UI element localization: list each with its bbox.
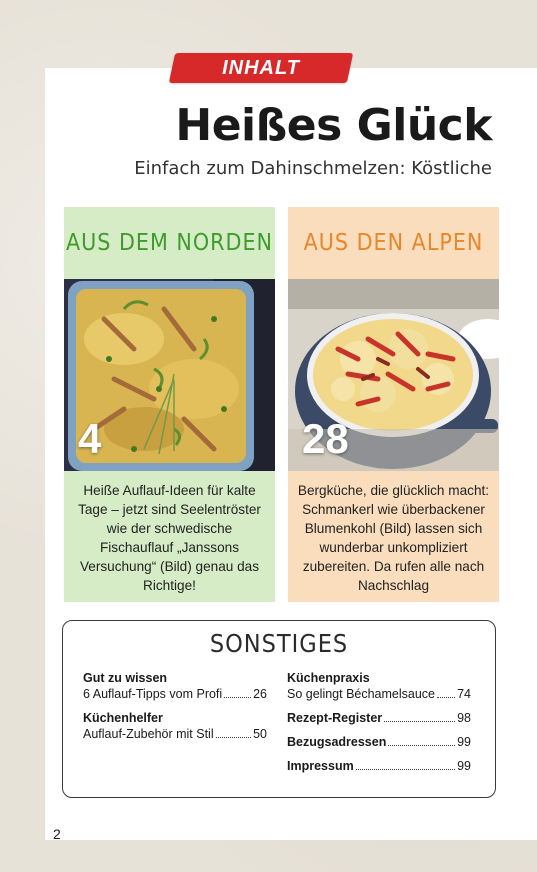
card-alps[interactable] — [288, 207, 499, 602]
toc-entry[interactable] — [287, 710, 471, 726]
toc-entry-heading: Küchenpraxis — [287, 671, 370, 685]
page-number: 4 — [78, 415, 102, 462]
toc-entry-label: 6 Auflauf-Tipps vom Profi — [83, 687, 223, 701]
leader-dots — [388, 745, 455, 746]
toc-entry-page: 50 — [253, 727, 267, 741]
casserole-photo — [64, 279, 275, 471]
toc-entry-label: So gelingt Béchamelsauce — [287, 687, 436, 701]
card-north[interactable] — [64, 207, 275, 602]
toc-entry[interactable] — [83, 670, 267, 702]
cauliflower-gratin-photo — [288, 279, 499, 471]
misc-column-right — [287, 670, 471, 782]
card-description: Heiße Auflauf-Ideen für kalte Tage – jetzt sind Seelentröster wie der schwedische Fischauflauf „Janssons Versuchung“ (Bild) genau das Richtige! — [78, 483, 261, 593]
misc-heading: SONSTIGES — [209, 629, 349, 658]
toc-entry-page: 98 — [457, 711, 471, 725]
toc-entry-page: 74 — [457, 687, 471, 701]
card-description: Bergküche, die glücklich macht: Schmankerl wie überbackener Blumenkohl (Bild) lassen sich wunderbar unkompliziert zubereiten. Da rufen alle nach Nachschlag — [297, 483, 490, 593]
misc-box — [62, 620, 496, 798]
card-heading: AUS DEM NORDEN — [65, 230, 274, 256]
leader-dots — [384, 721, 455, 722]
toc-entry-label: Rezept-Register — [287, 711, 383, 725]
toc-entry-page: 99 — [457, 735, 471, 749]
page-folio: 2 — [53, 826, 61, 842]
leader-dots — [356, 769, 455, 770]
toc-entry-heading: Küchenhelfer — [83, 711, 163, 725]
leader-dots — [216, 737, 251, 738]
page-number: 28 — [302, 415, 349, 462]
card-heading: AUS DEN ALPEN — [303, 230, 484, 256]
toc-entry[interactable] — [287, 670, 471, 702]
toc-entry-label: Bezugsadressen — [287, 735, 387, 749]
toc-entry-heading: Gut zu wissen — [83, 671, 168, 685]
section-tag-label: INHALT — [222, 57, 300, 79]
page-title: Heißes Glück — [175, 100, 492, 151]
toc-entry-label: Auflauf-Zubehör mit Stil — [83, 727, 214, 741]
toc-entry-page: 26 — [253, 687, 267, 701]
toc-entry[interactable] — [287, 758, 471, 774]
toc-entry-label: Impressum — [287, 759, 354, 773]
section-tag — [169, 53, 353, 83]
toc-entry[interactable] — [287, 734, 471, 750]
leader-dots — [224, 697, 251, 698]
leader-dots — [437, 697, 455, 698]
toc-entry[interactable] — [83, 710, 267, 742]
toc-entry-page: 99 — [457, 759, 471, 773]
page-subtitle: Einfach zum Dahinschmelzen: Köstliche — [134, 158, 492, 179]
misc-column-left — [83, 670, 267, 750]
